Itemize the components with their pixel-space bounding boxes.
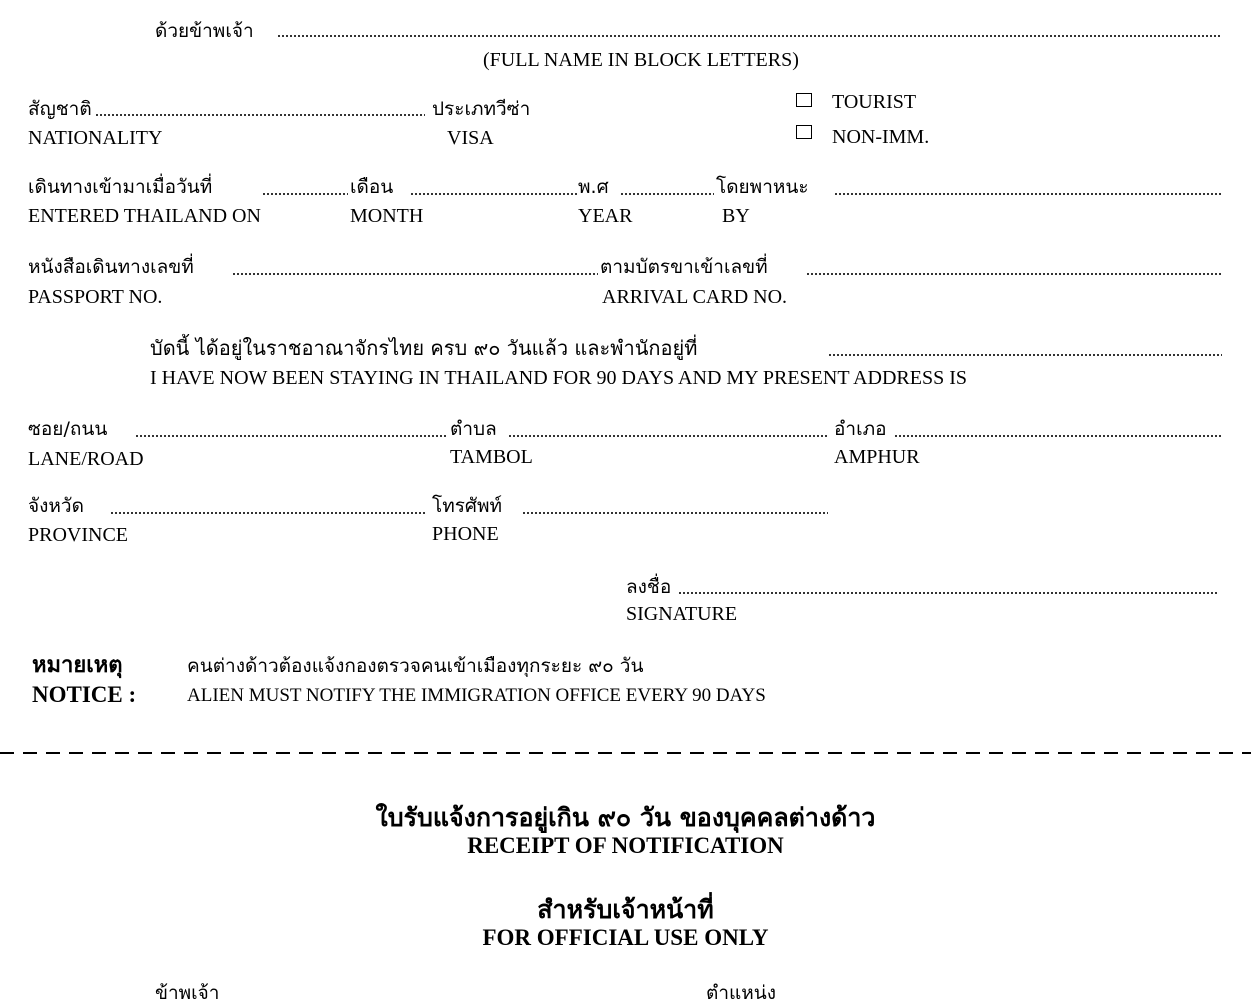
entered-label-th: เดินทางเข้ามาเมื่อวันที่	[28, 176, 213, 198]
tourist-label: TOURIST	[832, 91, 917, 113]
passport-label-th: หนังสือเดินทางเลขที่	[28, 256, 194, 278]
tambol-field[interactable]	[508, 435, 828, 437]
province-label-th: จังหวัด	[28, 495, 84, 517]
lane-field[interactable]	[135, 435, 447, 437]
passport-field[interactable]	[232, 273, 598, 275]
province-field[interactable]	[110, 512, 426, 514]
by-label-th: โดยพาหนะ	[716, 176, 809, 198]
nationality-field[interactable]	[95, 114, 425, 116]
notice-text-en: ALIEN MUST NOTIFY THE IMMIGRATION OFFICE EVERY 90 DAYS	[187, 685, 766, 706]
notice-label-th: หมายเหตุ	[32, 653, 123, 678]
notice-text-th: คนต่างด้าวต้องแจ้งกองตรวจคนเข้าเมืองทุกระยะ ๙๐ วัน	[187, 655, 644, 677]
by-field[interactable]	[834, 193, 1222, 195]
arrival-card-label-th: ตามบัตรขาเข้าเลขที่	[600, 256, 768, 278]
tambol-label-en: TAMBOL	[450, 446, 533, 468]
statement-en: I HAVE NOW BEEN STAYING IN THAILAND FOR 90 DAYS AND MY PRESENT ADDRESS IS	[150, 367, 968, 389]
statement-th: บัดนี้ ได้อยู่ในราชอาณาจักรไทย ครบ ๙๐ วันแล้ว และพำนักอยู่ที่	[150, 336, 698, 360]
entered-day-field[interactable]	[262, 193, 348, 195]
nationality-label-en: NATIONALITY	[28, 127, 163, 149]
name-hint: (FULL NAME IN BLOCK LETTERS)	[483, 49, 799, 71]
month-label-en: MONTH	[350, 205, 424, 227]
present-address-field[interactable]	[828, 354, 1222, 356]
signature-label-th: ลงชื่อ	[626, 576, 672, 598]
arrival-card-label-en: ARRIVAL CARD NO.	[602, 286, 788, 308]
signature-field[interactable]	[678, 592, 1218, 594]
officer-label-th: ข้าพเจ้า	[155, 982, 220, 1004]
signature-label-en: SIGNATURE	[626, 603, 738, 625]
receipt-title-th: ใบรับแจ้งการอยู่เกิน ๙๐ วัน ของบุคคลต่างด้าว	[375, 803, 876, 832]
visa-label-en: VISA	[447, 127, 494, 149]
month-field[interactable]	[410, 193, 578, 195]
passport-label-en: PASSPORT NO.	[28, 286, 163, 308]
nationality-label-th: สัญชาติ	[28, 98, 92, 120]
entered-label-en: ENTERED THAILAND ON	[28, 205, 261, 227]
position-label-th: ตำแหน่ง	[706, 982, 777, 1004]
notice-label-en: NOTICE :	[32, 682, 137, 707]
amphur-label-en: AMPHUR	[834, 446, 920, 468]
province-label-en: PROVINCE	[28, 524, 129, 546]
year-label-en: YEAR	[578, 205, 633, 227]
cut-line	[0, 752, 1251, 754]
non-imm-checkbox[interactable]	[796, 125, 812, 139]
year-field[interactable]	[620, 193, 714, 195]
tambol-label-th: ตำบล	[450, 418, 497, 440]
phone-label-en: PHONE	[432, 523, 499, 545]
tourist-checkbox[interactable]	[796, 93, 812, 107]
month-label-th: เดือน	[350, 176, 394, 198]
arrival-card-field[interactable]	[806, 273, 1222, 275]
name-label: ด้วยข้าพเจ้า	[155, 20, 254, 42]
phone-field[interactable]	[522, 512, 828, 514]
receipt-title-en: RECEIPT OF NOTIFICATION	[467, 833, 784, 858]
year-label-th: พ.ศ	[578, 176, 609, 198]
official-title-th: สำหรับเจ้าหน้าที่	[537, 895, 714, 924]
name-field[interactable]	[277, 35, 1222, 37]
lane-label-en: LANE/ROAD	[28, 448, 144, 470]
lane-label-th: ซอย/ถนน	[28, 418, 108, 440]
visa-label-th: ประเภทวีซ่า	[432, 98, 531, 120]
official-title-en: FOR OFFICIAL USE ONLY	[482, 925, 769, 950]
non-imm-label: NON-IMM.	[832, 126, 930, 148]
amphur-label-th: อำเภอ	[834, 418, 887, 440]
phone-label-th: โทรศัพท์	[432, 495, 503, 517]
by-label-en: BY	[722, 205, 750, 227]
amphur-field[interactable]	[894, 435, 1222, 437]
